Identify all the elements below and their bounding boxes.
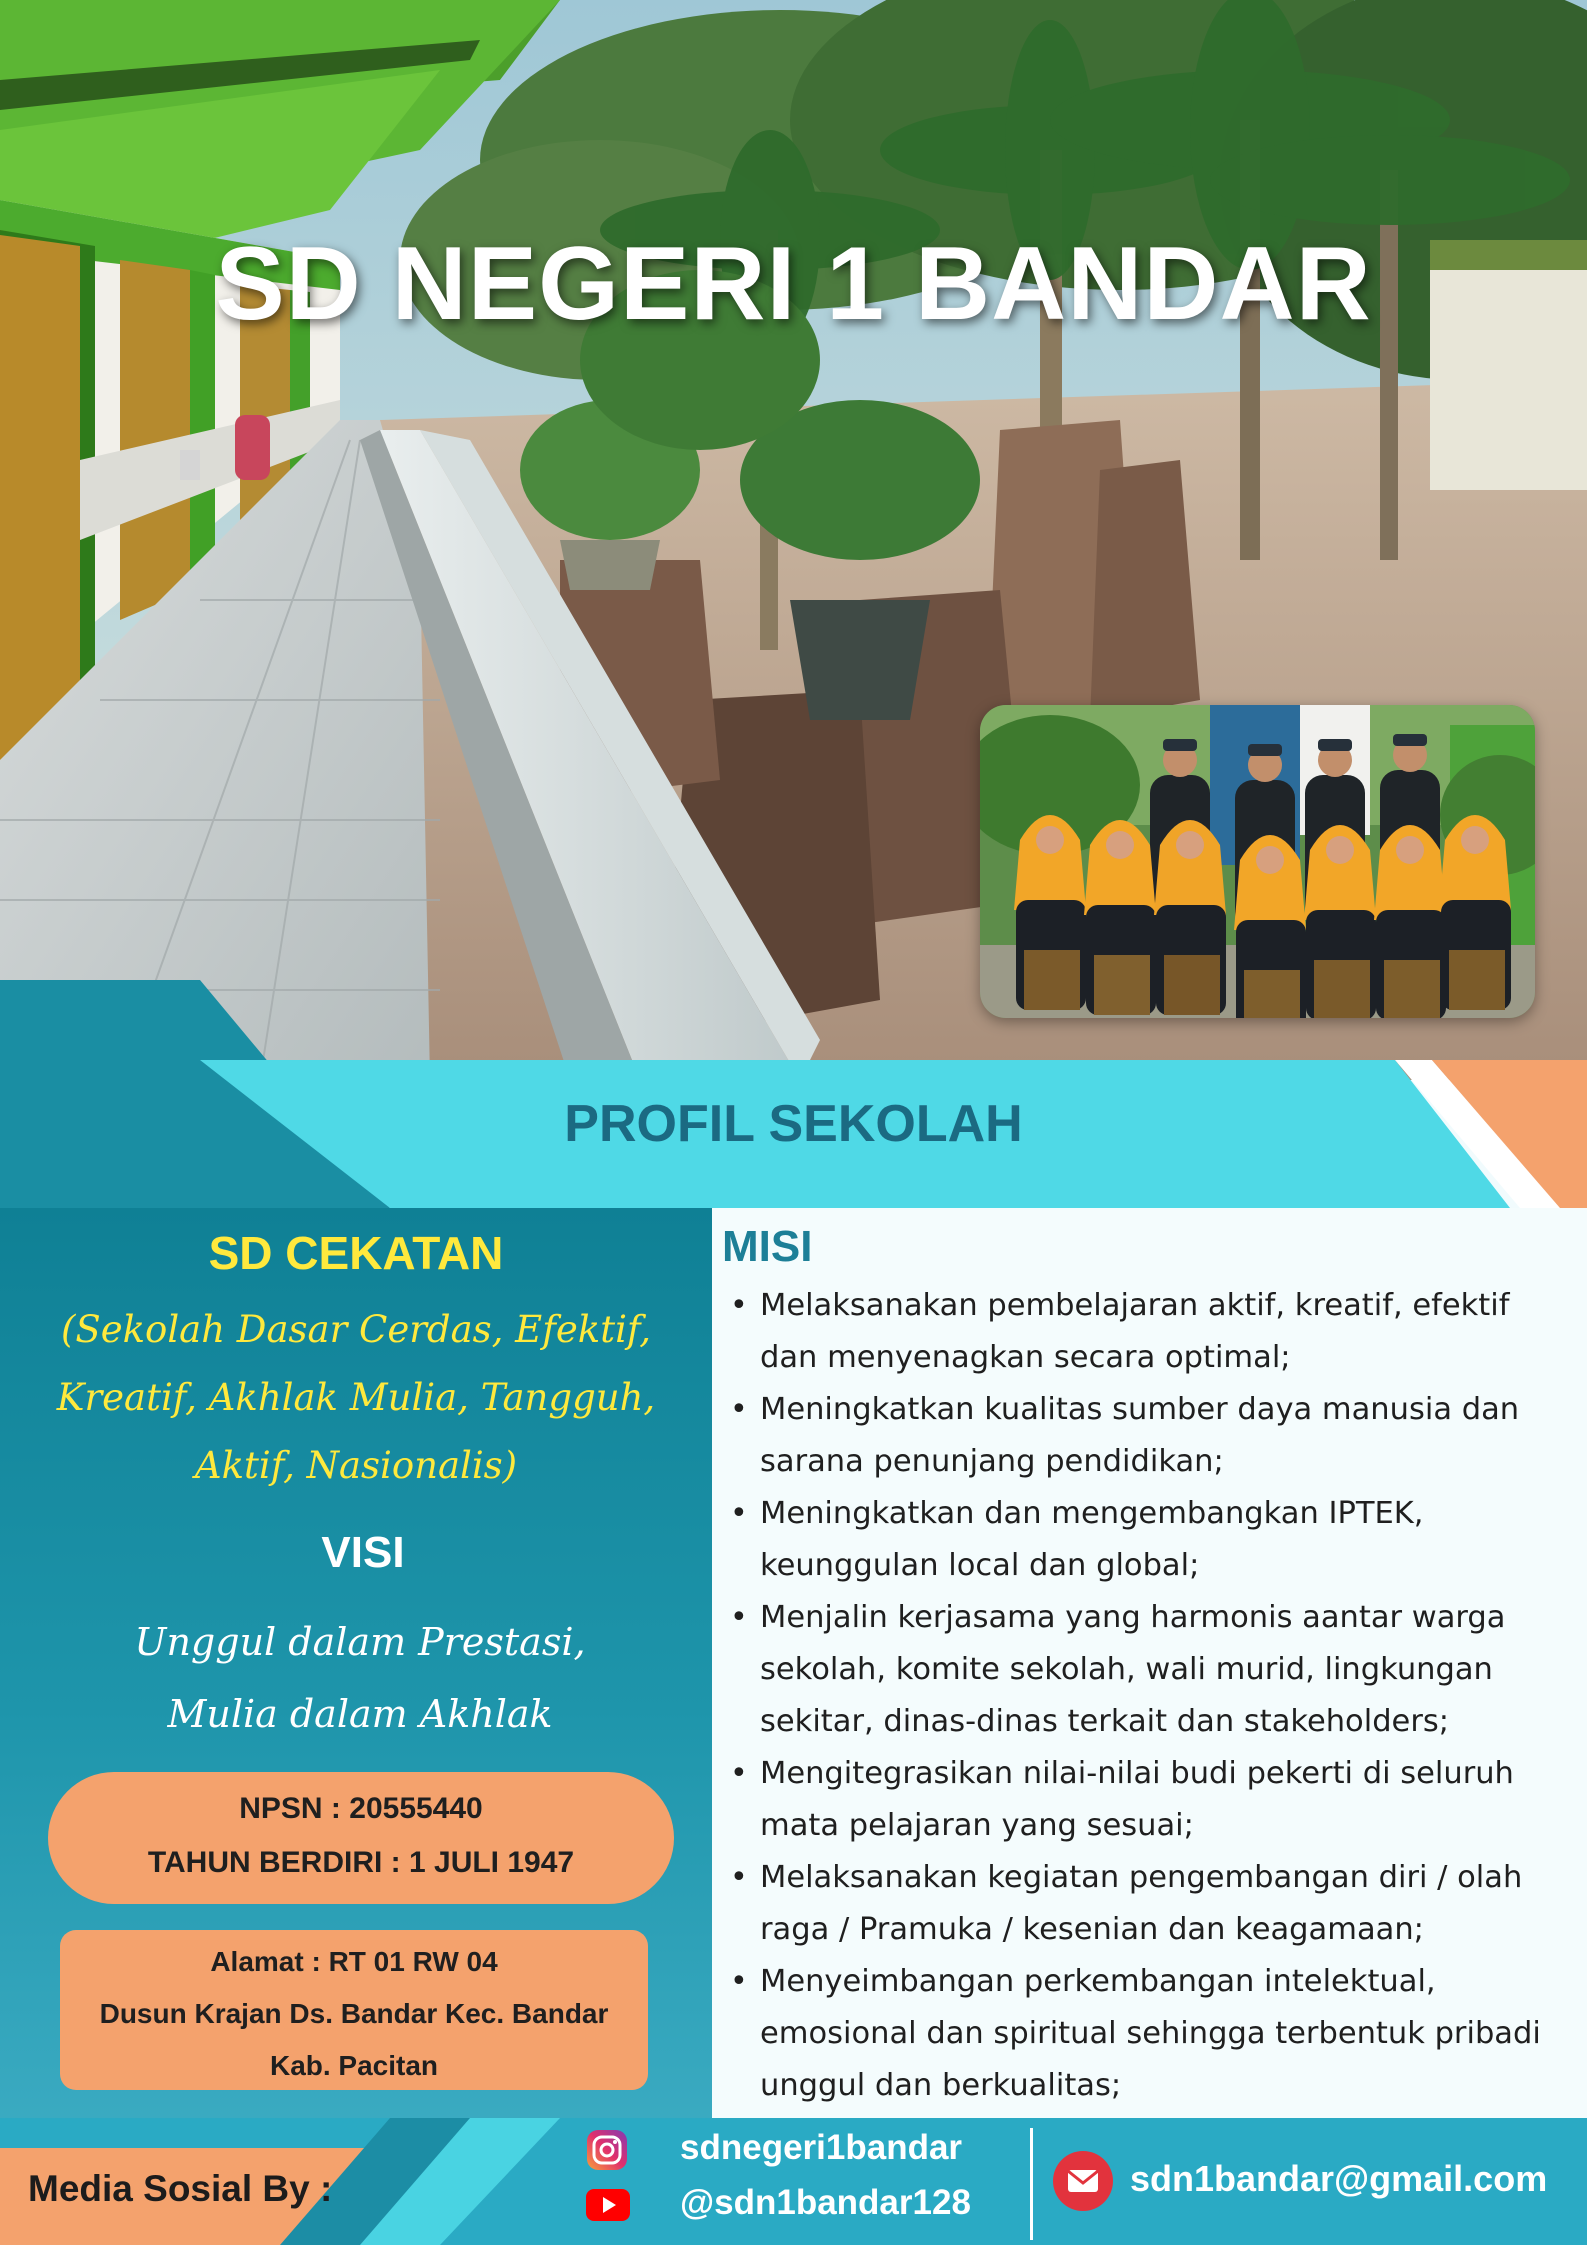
misi-item-line: Melaksanakan kegiatan pengembangan diri / olah: [760, 1860, 1523, 1895]
misi-item-line: sekitar, dinas-dinas terkait dan stakeholders;: [760, 1704, 1450, 1739]
school-title: SD NEGERI 1 BANDAR: [215, 226, 1372, 342]
footer-label: Media Sosial By :: [28, 2168, 333, 2209]
instagram-icon: [585, 2128, 629, 2172]
misi-item-line: Meningkatkan dan mengembangkan IPTEK,: [760, 1496, 1424, 1531]
misi-item-line: emosional dan spiritual sehingga terbentuk pribadi: [760, 2016, 1541, 2051]
motto-heading: SD CEKATAN: [208, 1227, 504, 1279]
misi-item-line: Melaksanakan pembelajaran aktif, kreatif, efektif: [760, 1288, 1510, 1323]
visi-line: Unggul dalam Prestasi,: [134, 1620, 586, 1664]
motto-line: Aktif, Nasionalis): [194, 1444, 518, 1487]
bullet-icon: •: [730, 1288, 748, 1323]
youtube-icon: [585, 2188, 631, 2222]
instagram-handle[interactable]: sdnegeri1bandar: [680, 2128, 963, 2167]
misi-item-line: sekolah, komite sekolah, wali murid, lingkungan: [760, 1652, 1493, 1687]
misi-item-line: Menjalin kerjasama yang harmonis aantar warga: [760, 1600, 1506, 1635]
misi-item-line: mata pelajaran yang sesuai;: [760, 1808, 1194, 1843]
misi-item: [722, 1280, 1582, 1384]
misi-item-line: Menyeimbangan perkembangan intelektual,: [760, 1964, 1436, 1999]
motto-text: [30, 1296, 682, 1500]
misi-list: [722, 1280, 1582, 2112]
misi-item: [722, 1488, 1582, 1592]
misi-item-line: keunggulan local dan global;: [760, 1548, 1200, 1583]
misi-item-line: sarana penunjang pendidikan;: [760, 1444, 1224, 1479]
misi-item-line: unggul dan berkualitas;: [760, 2068, 1122, 2103]
bullet-icon: •: [730, 1860, 748, 1895]
misi-item-line: dan menyenagkan secara optimal;: [760, 1340, 1291, 1375]
misi-heading: MISI: [722, 1222, 813, 1271]
misi-item: [722, 1384, 1582, 1488]
school-corridor-photo: [0, 0, 1587, 1080]
misi-item-line: Mengitegrasikan nilai-nilai budi pekerti di seluruh: [760, 1756, 1514, 1791]
npsn-text: NPSN : 20555440: [239, 1792, 483, 1825]
address-line: Dusun Krajan Ds. Bandar Kec. Bandar: [99, 1998, 609, 2029]
motto-line: Kreatif, Akhlak Mulia, Tangguh,: [56, 1376, 656, 1419]
misi-item: [722, 1956, 1582, 2112]
misi-item: [722, 1748, 1582, 1852]
email-icon: [1052, 2150, 1114, 2212]
misi-item-line: Meningkatkan kualitas sumber daya manusia dan: [760, 1392, 1520, 1427]
misi-item: [722, 1852, 1582, 1956]
bullet-icon: •: [730, 1392, 748, 1427]
visi-heading: VISI: [321, 1528, 405, 1577]
staff-group-photo: [980, 705, 1535, 1018]
visi-text: [60, 1606, 660, 1750]
youtube-handle[interactable]: @sdn1bandar128: [680, 2183, 971, 2222]
misi-item: [722, 1592, 1582, 1748]
email-address[interactable]: sdn1bandar@gmail.com: [1130, 2158, 1548, 2199]
address-line: Alamat : RT 01 RW 04: [210, 1946, 498, 1977]
profile-banner-title: PROFIL SEKOLAH: [564, 1095, 1023, 1153]
visi-line: Mulia dalam Akhlak: [167, 1692, 553, 1736]
founded-text: TAHUN BERDIRI : 1 JULI 1947: [147, 1846, 575, 1879]
address-line: Kab. Pacitan: [269, 2050, 439, 2081]
bullet-icon: •: [730, 1600, 748, 1635]
bullet-icon: •: [730, 1496, 748, 1531]
bullet-icon: •: [730, 1964, 748, 1999]
misi-item-line: raga / Pramuka / kesenian dan keagamaan;: [760, 1912, 1424, 1947]
bullet-icon: •: [730, 1756, 748, 1791]
motto-line: (Sekolah Dasar Cerdas, Efektif,: [60, 1308, 652, 1351]
